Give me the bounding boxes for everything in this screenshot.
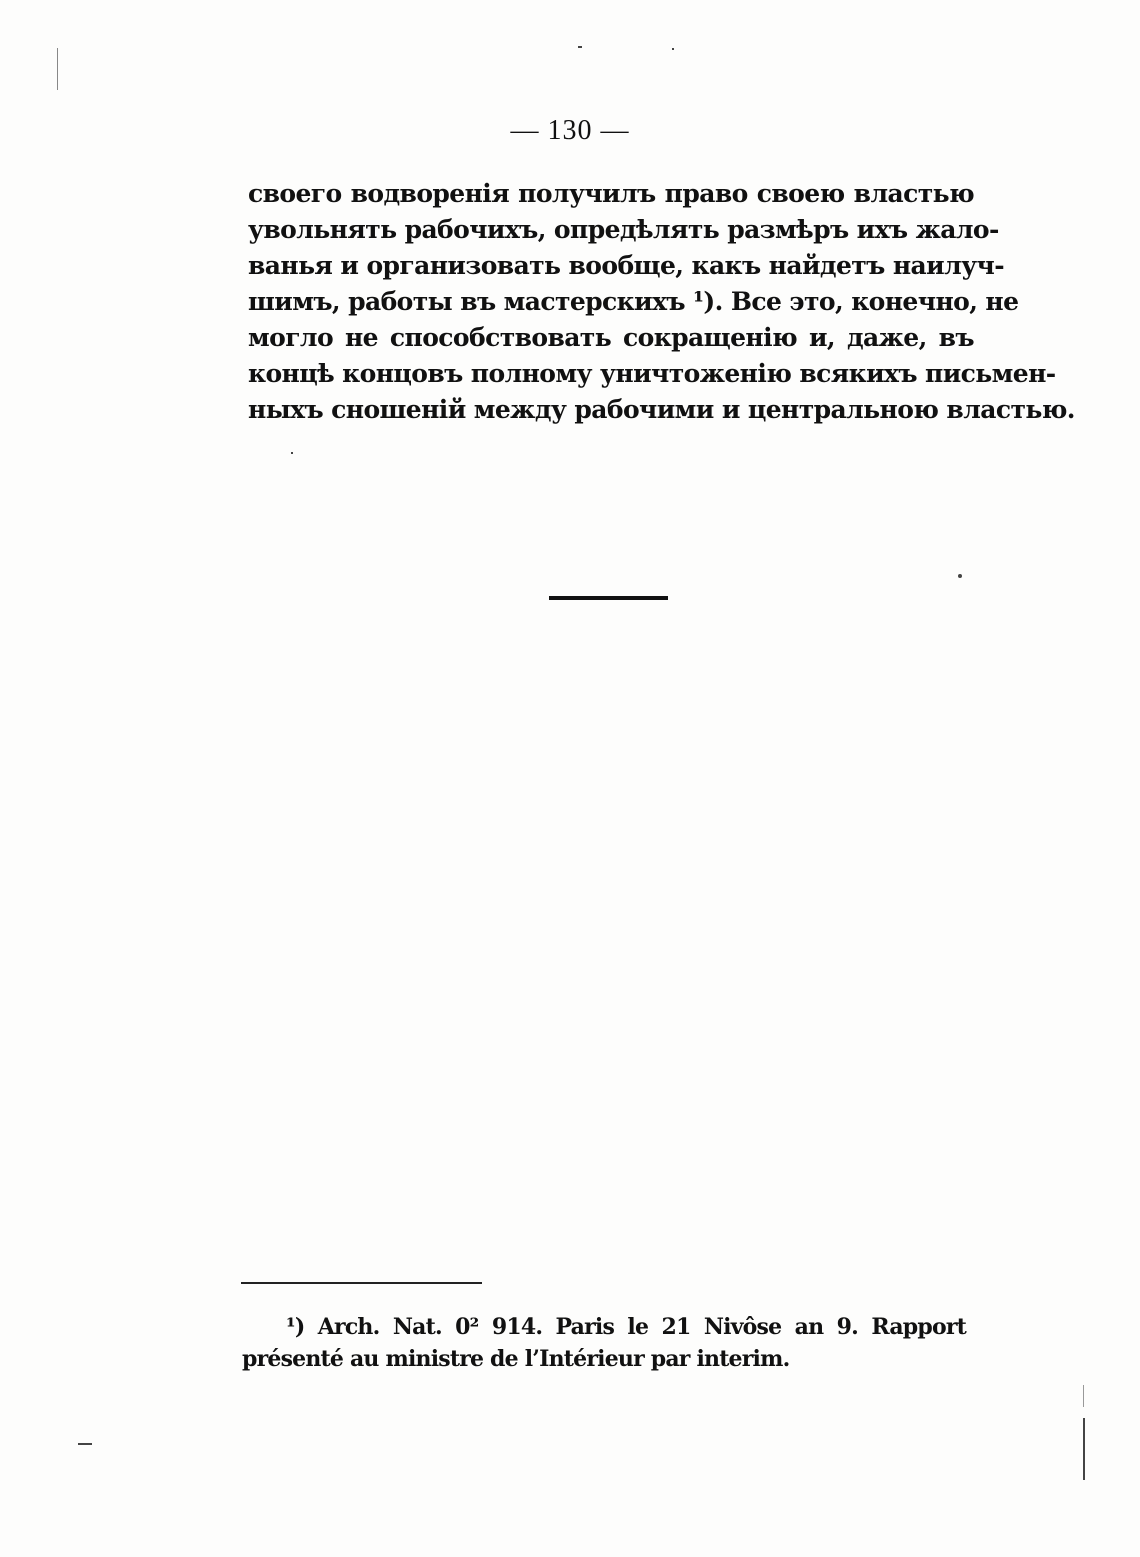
body-line: концѣ концовъ полному уничтоженію всякихъ письмен- [248, 359, 1056, 388]
footnote [242, 1311, 966, 1375]
page-number: — 130 — [510, 115, 630, 146]
body-line: своего водворенія получилъ право своею властью [248, 179, 974, 208]
scan-mark [1083, 1418, 1085, 1480]
scan-mark [578, 46, 582, 48]
scan-mark [1083, 1385, 1084, 1407]
scan-mark [291, 452, 293, 454]
body-line: ванья и организовать вообще, какъ найдетъ наилуч- [248, 251, 1005, 280]
footnote-line: ¹) Arch. Nat. 0² 914. Paris le 21 Nivôse an 9. Rapport [286, 1314, 966, 1340]
scan-mark [672, 48, 674, 50]
body-line: ныхъ сношеній между рабочими и центральною властью. [248, 395, 1075, 424]
footnote-separator [241, 1282, 482, 1284]
body-line: могло не способствовать сокращенію и, даже, въ [248, 323, 974, 352]
body-line: увольнять рабочихъ, опредѣлять размѣръ ихъ жало- [248, 215, 999, 244]
scan-mark [78, 1443, 92, 1445]
scan-mark [57, 48, 58, 90]
footnote-line: présenté au ministre de l’Intérieur par interim. [242, 1346, 790, 1372]
scan-mark [958, 574, 962, 578]
section-end-rule [549, 596, 668, 600]
body-line: шимъ, работы въ мастерскихъ ¹). Все это, конечно, не [248, 287, 1019, 316]
body-paragraph [248, 176, 1075, 428]
